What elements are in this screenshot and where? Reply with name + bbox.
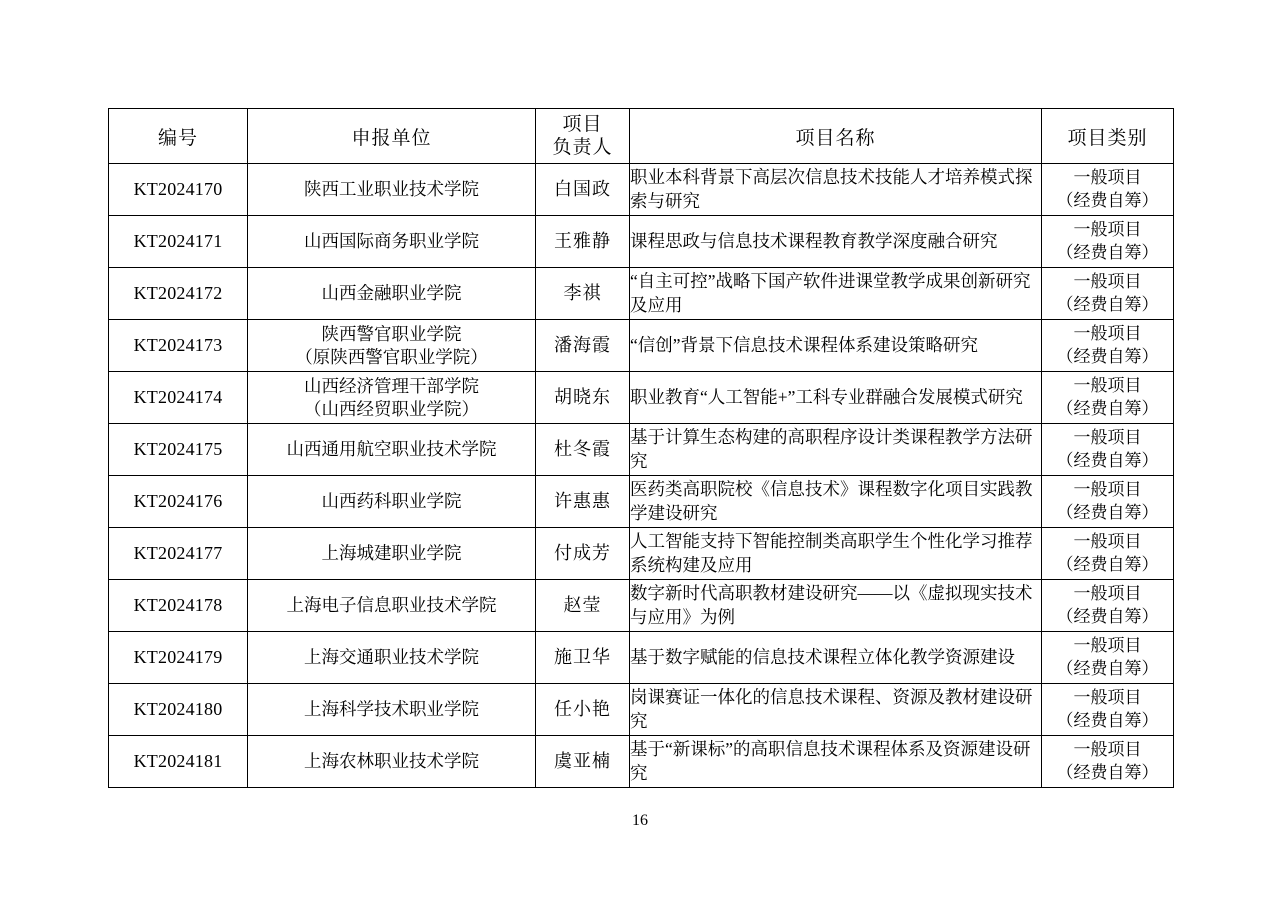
cell-type-line2: （经费自筹）: [1056, 242, 1159, 262]
cell-leader: 潘海霞: [536, 320, 630, 372]
table-row: [109, 736, 1174, 788]
cell-leader: 白国政: [536, 164, 630, 216]
cell-unit: [248, 320, 536, 372]
table-header: [109, 109, 1174, 164]
cell-id: KT2024174: [109, 372, 248, 424]
cell-type-line2: （经费自筹）: [1056, 398, 1159, 418]
cell-type-line2: （经费自筹）: [1056, 502, 1159, 522]
cell-name: 基于计算生态构建的高职程序设计类课程教学方法研究: [630, 424, 1042, 476]
table-header-row: [109, 109, 1174, 164]
cell-unit-line: 上海城建职业学院: [321, 543, 462, 564]
table-row: [109, 684, 1174, 736]
cell-type-line2: （经费自筹）: [1056, 606, 1159, 626]
cell-unit-line: 上海电子信息职业技术学院: [286, 595, 497, 616]
cell-name: 数字新时代高职教材建设研究——以《虚拟现实技术与应用》为例: [630, 580, 1042, 632]
cell-type: [1042, 528, 1174, 580]
table-row: [109, 216, 1174, 268]
cell-name: 人工智能支持下智能控制类高职学生个性化学习推荐系统构建及应用: [630, 528, 1042, 580]
cell-unit: [248, 580, 536, 632]
cell-type-line1: 一般项目: [1073, 428, 1142, 448]
cell-type-line1: 一般项目: [1073, 324, 1142, 344]
cell-leader: 任小艳: [536, 684, 630, 736]
cell-unit-line: （原陕西警官职业学院）: [295, 346, 488, 367]
cell-unit-line: 陕西警官职业学院: [321, 323, 462, 344]
cell-unit-line: 陕西工业职业技术学院: [304, 179, 479, 200]
cell-name: 医药类高职院校《信息技术》课程数字化项目实践教学建设研究: [630, 476, 1042, 528]
cell-type: [1042, 632, 1174, 684]
cell-id: KT2024172: [109, 268, 248, 320]
cell-type-line1: 一般项目: [1073, 740, 1142, 760]
cell-type-line1: 一般项目: [1073, 220, 1142, 240]
cell-type-line2: （经费自筹）: [1056, 658, 1159, 678]
cell-id: KT2024180: [109, 684, 248, 736]
cell-type: [1042, 736, 1174, 788]
table-row: [109, 580, 1174, 632]
cell-unit-line: 上海科学技术职业学院: [304, 699, 479, 720]
cell-unit: [248, 632, 536, 684]
cell-type: [1042, 580, 1174, 632]
table-row: [109, 424, 1174, 476]
header-name: 项目名称: [630, 109, 1042, 164]
cell-type-line2: （经费自筹）: [1056, 710, 1159, 730]
cell-name: 课程思政与信息技术课程教育教学深度融合研究: [630, 216, 1042, 268]
cell-type-line2: （经费自筹）: [1056, 554, 1159, 574]
cell-leader: 许惠惠: [536, 476, 630, 528]
cell-leader: 杜冬霞: [536, 424, 630, 476]
table-row: [109, 320, 1174, 372]
table-row: [109, 476, 1174, 528]
cell-unit: [248, 372, 536, 424]
cell-unit: [248, 528, 536, 580]
cell-type: [1042, 320, 1174, 372]
cell-id: KT2024171: [109, 216, 248, 268]
table-row: [109, 528, 1174, 580]
cell-unit-line: 山西经济管理干部学院: [304, 375, 479, 396]
table-row: [109, 632, 1174, 684]
table-row: [109, 164, 1174, 216]
cell-name: 基于“新课标”的高职信息技术课程体系及资源建设研究: [630, 736, 1042, 788]
cell-leader: 胡晓东: [536, 372, 630, 424]
cell-leader: 付成芳: [536, 528, 630, 580]
cell-unit: [248, 424, 536, 476]
cell-unit-line: 山西药科职业学院: [321, 491, 462, 512]
cell-type: [1042, 268, 1174, 320]
cell-type-line1: 一般项目: [1073, 584, 1142, 604]
cell-unit: [248, 164, 536, 216]
cell-type-line2: （经费自筹）: [1056, 190, 1159, 210]
cell-type-line1: 一般项目: [1073, 532, 1142, 552]
table-row: [109, 268, 1174, 320]
table-body: [109, 164, 1174, 788]
cell-id: KT2024173: [109, 320, 248, 372]
cell-name: 职业本科背景下高层次信息技术技能人才培养模式探索与研究: [630, 164, 1042, 216]
project-table: [108, 108, 1174, 788]
header-leader: [536, 109, 630, 164]
header-id: 编号: [109, 109, 248, 164]
cell-leader: 李祺: [536, 268, 630, 320]
cell-id: KT2024181: [109, 736, 248, 788]
cell-id: KT2024177: [109, 528, 248, 580]
cell-unit: [248, 736, 536, 788]
cell-name: 基于数字赋能的信息技术课程立体化教学资源建设: [630, 632, 1042, 684]
cell-type: [1042, 684, 1174, 736]
cell-leader: 虞亚楠: [536, 736, 630, 788]
cell-type: [1042, 476, 1174, 528]
project-table-container: [108, 108, 1173, 788]
cell-id: KT2024175: [109, 424, 248, 476]
cell-unit-line: 上海交通职业技术学院: [304, 647, 479, 668]
cell-leader: 施卫华: [536, 632, 630, 684]
cell-name: “自主可控”战略下国产软件进课堂教学成果创新研究及应用: [630, 268, 1042, 320]
cell-type-line2: （经费自筹）: [1056, 346, 1159, 366]
cell-leader: 赵莹: [536, 580, 630, 632]
cell-leader: 王雅静: [536, 216, 630, 268]
cell-unit-line: 山西金融职业学院: [321, 283, 462, 304]
cell-unit-line: 上海农林职业技术学院: [304, 751, 479, 772]
cell-type-line1: 一般项目: [1073, 272, 1142, 292]
cell-type: [1042, 216, 1174, 268]
header-leader-line2: 负责人: [552, 137, 613, 158]
header-type: 项目类别: [1042, 109, 1174, 164]
cell-unit: [248, 684, 536, 736]
page-number: 16: [632, 812, 648, 829]
cell-type-line2: （经费自筹）: [1056, 450, 1159, 470]
cell-unit: [248, 268, 536, 320]
cell-unit-line: 山西通用航空职业技术学院: [286, 439, 497, 460]
cell-type: [1042, 164, 1174, 216]
header-leader-line1: 项目: [562, 113, 603, 135]
cell-unit: [248, 216, 536, 268]
cell-type-line1: 一般项目: [1073, 636, 1142, 656]
cell-id: KT2024176: [109, 476, 248, 528]
cell-unit: [248, 476, 536, 528]
cell-id: KT2024170: [109, 164, 248, 216]
cell-id: KT2024178: [109, 580, 248, 632]
cell-type-line2: （经费自筹）: [1056, 294, 1159, 314]
cell-type-line1: 一般项目: [1073, 168, 1142, 188]
cell-name: 职业教育“人工智能+”工科专业群融合发展模式研究: [630, 372, 1042, 424]
cell-type-line2: （经费自筹）: [1056, 762, 1159, 782]
cell-type-line1: 一般项目: [1073, 376, 1142, 396]
cell-type: [1042, 424, 1174, 476]
cell-type: [1042, 372, 1174, 424]
header-unit: 申报单位: [248, 109, 536, 164]
cell-name: “信创”背景下信息技术课程体系建设策略研究: [630, 320, 1042, 372]
cell-id: KT2024179: [109, 632, 248, 684]
table-row: [109, 372, 1174, 424]
cell-unit-line: （山西经贸职业学院）: [304, 398, 479, 419]
cell-unit-line: 山西国际商务职业学院: [304, 231, 479, 252]
cell-name: 岗课赛证一体化的信息技术课程、资源及教材建设研究: [630, 684, 1042, 736]
cell-type-line1: 一般项目: [1073, 688, 1142, 708]
cell-type-line1: 一般项目: [1073, 480, 1142, 500]
